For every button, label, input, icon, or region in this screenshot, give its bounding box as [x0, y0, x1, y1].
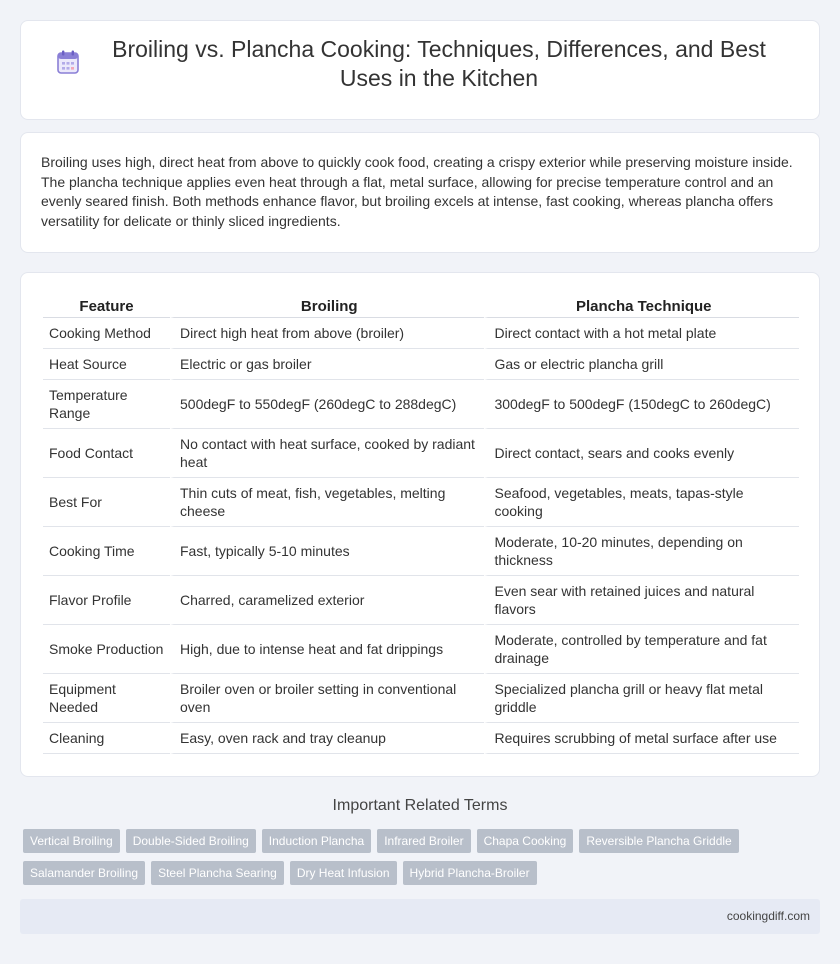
- title-card: [20, 20, 820, 120]
- broiling-cell: 500degF to 550degF (260degC to 288degC): [170, 380, 484, 429]
- tag-hybrid-plancha-broiler[interactable]: Hybrid Plancha-Broiler: [403, 861, 537, 885]
- broiling-cell: Broiler oven or broiler setting in conventional oven: [170, 674, 484, 723]
- broiling-cell: No contact with heat surface, cooked by radiant heat: [170, 429, 484, 478]
- broiling-cell: Direct high heat from above (broiler): [170, 318, 484, 349]
- related-terms-title: Important Related Terms: [332, 797, 508, 814]
- header-plancha: Plancha Technique: [484, 293, 799, 318]
- feature-cell: Cooking Time: [43, 527, 170, 576]
- broiling-cell: High, due to intense heat and fat drippings: [170, 625, 484, 674]
- feature-cell: Smoke Production: [43, 625, 170, 674]
- table-row: [43, 429, 799, 478]
- table-row: [43, 625, 799, 674]
- table-row: [43, 380, 799, 429]
- comparison-card: [20, 272, 820, 777]
- table-row: [43, 349, 799, 380]
- feature-cell: Food Contact: [43, 429, 170, 478]
- page-title: Broiling vs. Plancha Cooking: Techniques, Differences, and Best Uses in the Kitchen: [112, 36, 766, 91]
- broiling-cell: Fast, typically 5-10 minutes: [170, 527, 484, 576]
- intro-paragraph: Broiling uses high, direct heat from above to quickly cook food, creating a crispy exterior while preserving moisture inside. The plancha technique applies even heat through a flat, metal surface, allowing for precise temperature control and an evenly seared finish. Both methods enhance flavor, but broiling excels at intense, fast cooking, whereas plancha offers versatility for delicate or thinly sliced ingredients.: [41, 154, 793, 229]
- plancha-cell: 300degF to 500degF (150degC to 260degC): [484, 380, 799, 429]
- table-row: [43, 527, 799, 576]
- footer-site-link[interactable]: cookingdiff.com: [726, 909, 810, 923]
- comparison-table: [43, 293, 799, 754]
- tag-infrared-broiler[interactable]: Infrared Broiler: [377, 829, 470, 853]
- tag-chapa-cooking[interactable]: Chapa Cooking: [477, 829, 574, 853]
- plancha-cell: Direct contact with a hot metal plate: [484, 318, 799, 349]
- table-row: [43, 478, 799, 527]
- plancha-cell: Gas or electric plancha grill: [484, 349, 799, 380]
- table-header-row: [43, 293, 799, 318]
- intro-card: [20, 132, 820, 253]
- header-broiling: Broiling: [170, 293, 484, 318]
- tag-reversible-plancha-griddle[interactable]: Reversible Plancha Griddle: [579, 829, 738, 853]
- table-row: [43, 576, 799, 625]
- plancha-cell: Even sear with retained juices and natural flavors: [484, 576, 799, 625]
- tag-steel-plancha-searing[interactable]: Steel Plancha Searing: [151, 861, 284, 885]
- table-row: [43, 723, 799, 754]
- feature-cell: Temperature Range: [43, 380, 170, 429]
- tag-vertical-broiling[interactable]: Vertical Broiling: [23, 829, 120, 853]
- plancha-cell: Moderate, controlled by temperature and fat drainage: [484, 625, 799, 674]
- plancha-cell: Direct contact, sears and cooks evenly: [484, 429, 799, 478]
- tag-salamander-broiling[interactable]: Salamander Broiling: [23, 861, 145, 885]
- plancha-cell: Requires scrubbing of metal surface after use: [484, 723, 799, 754]
- feature-cell: Cooking Method: [43, 318, 170, 349]
- table-row: [43, 674, 799, 723]
- feature-cell: Best For: [43, 478, 170, 527]
- calendar-icon: [56, 49, 80, 75]
- feature-cell: Heat Source: [43, 349, 170, 380]
- plancha-cell: Moderate, 10-20 minutes, depending on thickness: [484, 527, 799, 576]
- broiling-cell: Easy, oven rack and tray cleanup: [170, 723, 484, 754]
- broiling-cell: Electric or gas broiler: [170, 349, 484, 380]
- feature-cell: Flavor Profile: [43, 576, 170, 625]
- broiling-cell: Charred, caramelized exterior: [170, 576, 484, 625]
- plancha-cell: Specialized plancha grill or heavy flat metal griddle: [484, 674, 799, 723]
- related-terms-list: [23, 829, 783, 885]
- tag-induction-plancha[interactable]: Induction Plancha: [262, 829, 371, 853]
- feature-cell: Cleaning: [43, 723, 170, 754]
- tag-dry-heat-infusion[interactable]: Dry Heat Infusion: [290, 861, 397, 885]
- header-feature: Feature: [43, 293, 170, 318]
- plancha-cell: Seafood, vegetables, meats, tapas-style cooking: [484, 478, 799, 527]
- footer: [20, 899, 820, 934]
- tag-double-sided-broiling[interactable]: Double-Sided Broiling: [126, 829, 256, 853]
- title-row: [50, 21, 790, 93]
- feature-cell: Equipment Needed: [43, 674, 170, 723]
- broiling-cell: Thin cuts of meat, fish, vegetables, melting cheese: [170, 478, 484, 527]
- table-row: [43, 318, 799, 349]
